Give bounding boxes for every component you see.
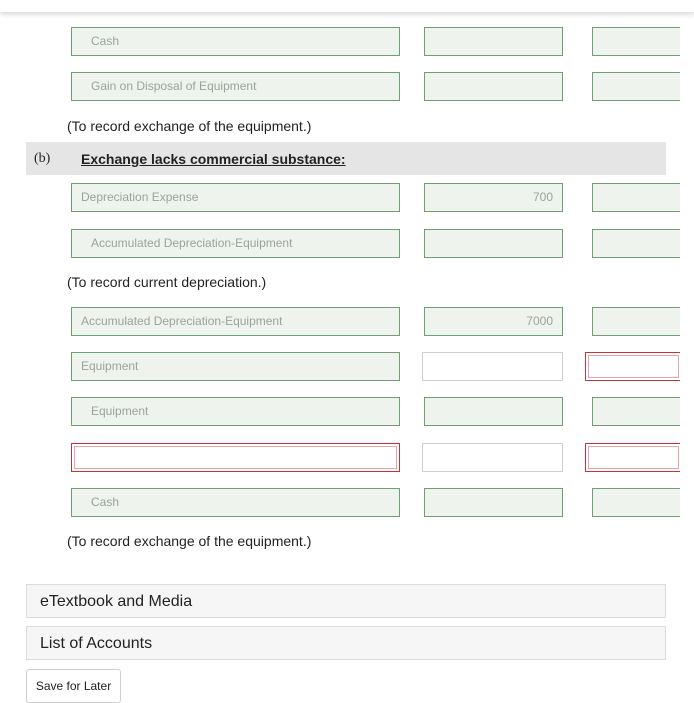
account-field[interactable]: Depreciation Expense [71,183,400,212]
credit-field[interactable] [592,229,682,258]
debit-field[interactable] [424,229,563,258]
credit-field[interactable] [592,397,682,426]
credit-field[interactable] [592,27,682,56]
journal-entry-form [14,0,680,700]
account-field[interactable]: Accumulated Depreciation-Equipment [71,307,400,336]
credit-field[interactable] [592,72,682,101]
credit-field[interactable] [585,352,682,381]
account-field[interactable] [71,443,400,472]
account-field[interactable]: Cash [71,488,400,517]
list-of-accounts-panel[interactable]: List of Accounts [26,626,666,660]
debit-field[interactable] [424,72,563,101]
credit-field[interactable] [592,488,682,517]
debit-field[interactable]: 700 [424,183,563,212]
section-title: Exchange lacks commercial substance: [81,151,346,167]
debit-field[interactable] [424,397,563,426]
debit-field[interactable] [424,488,563,517]
credit-field[interactable] [592,307,682,336]
account-field[interactable]: Accumulated Depreciation-Equipment [71,229,400,258]
credit-field[interactable] [592,183,682,212]
right-margin [680,0,694,700]
section-prefix: (b) [34,151,51,166]
account-field[interactable]: Gain on Disposal of Equipment [71,72,400,101]
credit-field[interactable] [585,443,682,472]
account-field[interactable]: Equipment [71,397,400,426]
entry-note: (To record exchange of the equipment.) [67,118,312,134]
save-for-later-button[interactable]: Save for Later [26,669,121,703]
debit-field[interactable] [422,352,563,381]
entry-note: (To record current depreciation.) [67,274,267,290]
account-field[interactable]: Equipment [71,352,400,381]
entry-note: (To record exchange of the equipment.) [67,533,312,549]
debit-field[interactable] [424,27,563,56]
account-field[interactable]: Cash [71,27,400,56]
top-bar-shadow [0,0,694,12]
etextbook-media-panel[interactable]: eTextbook and Media [26,584,666,618]
debit-field[interactable] [422,443,563,472]
debit-field[interactable]: 7000 [424,307,563,336]
